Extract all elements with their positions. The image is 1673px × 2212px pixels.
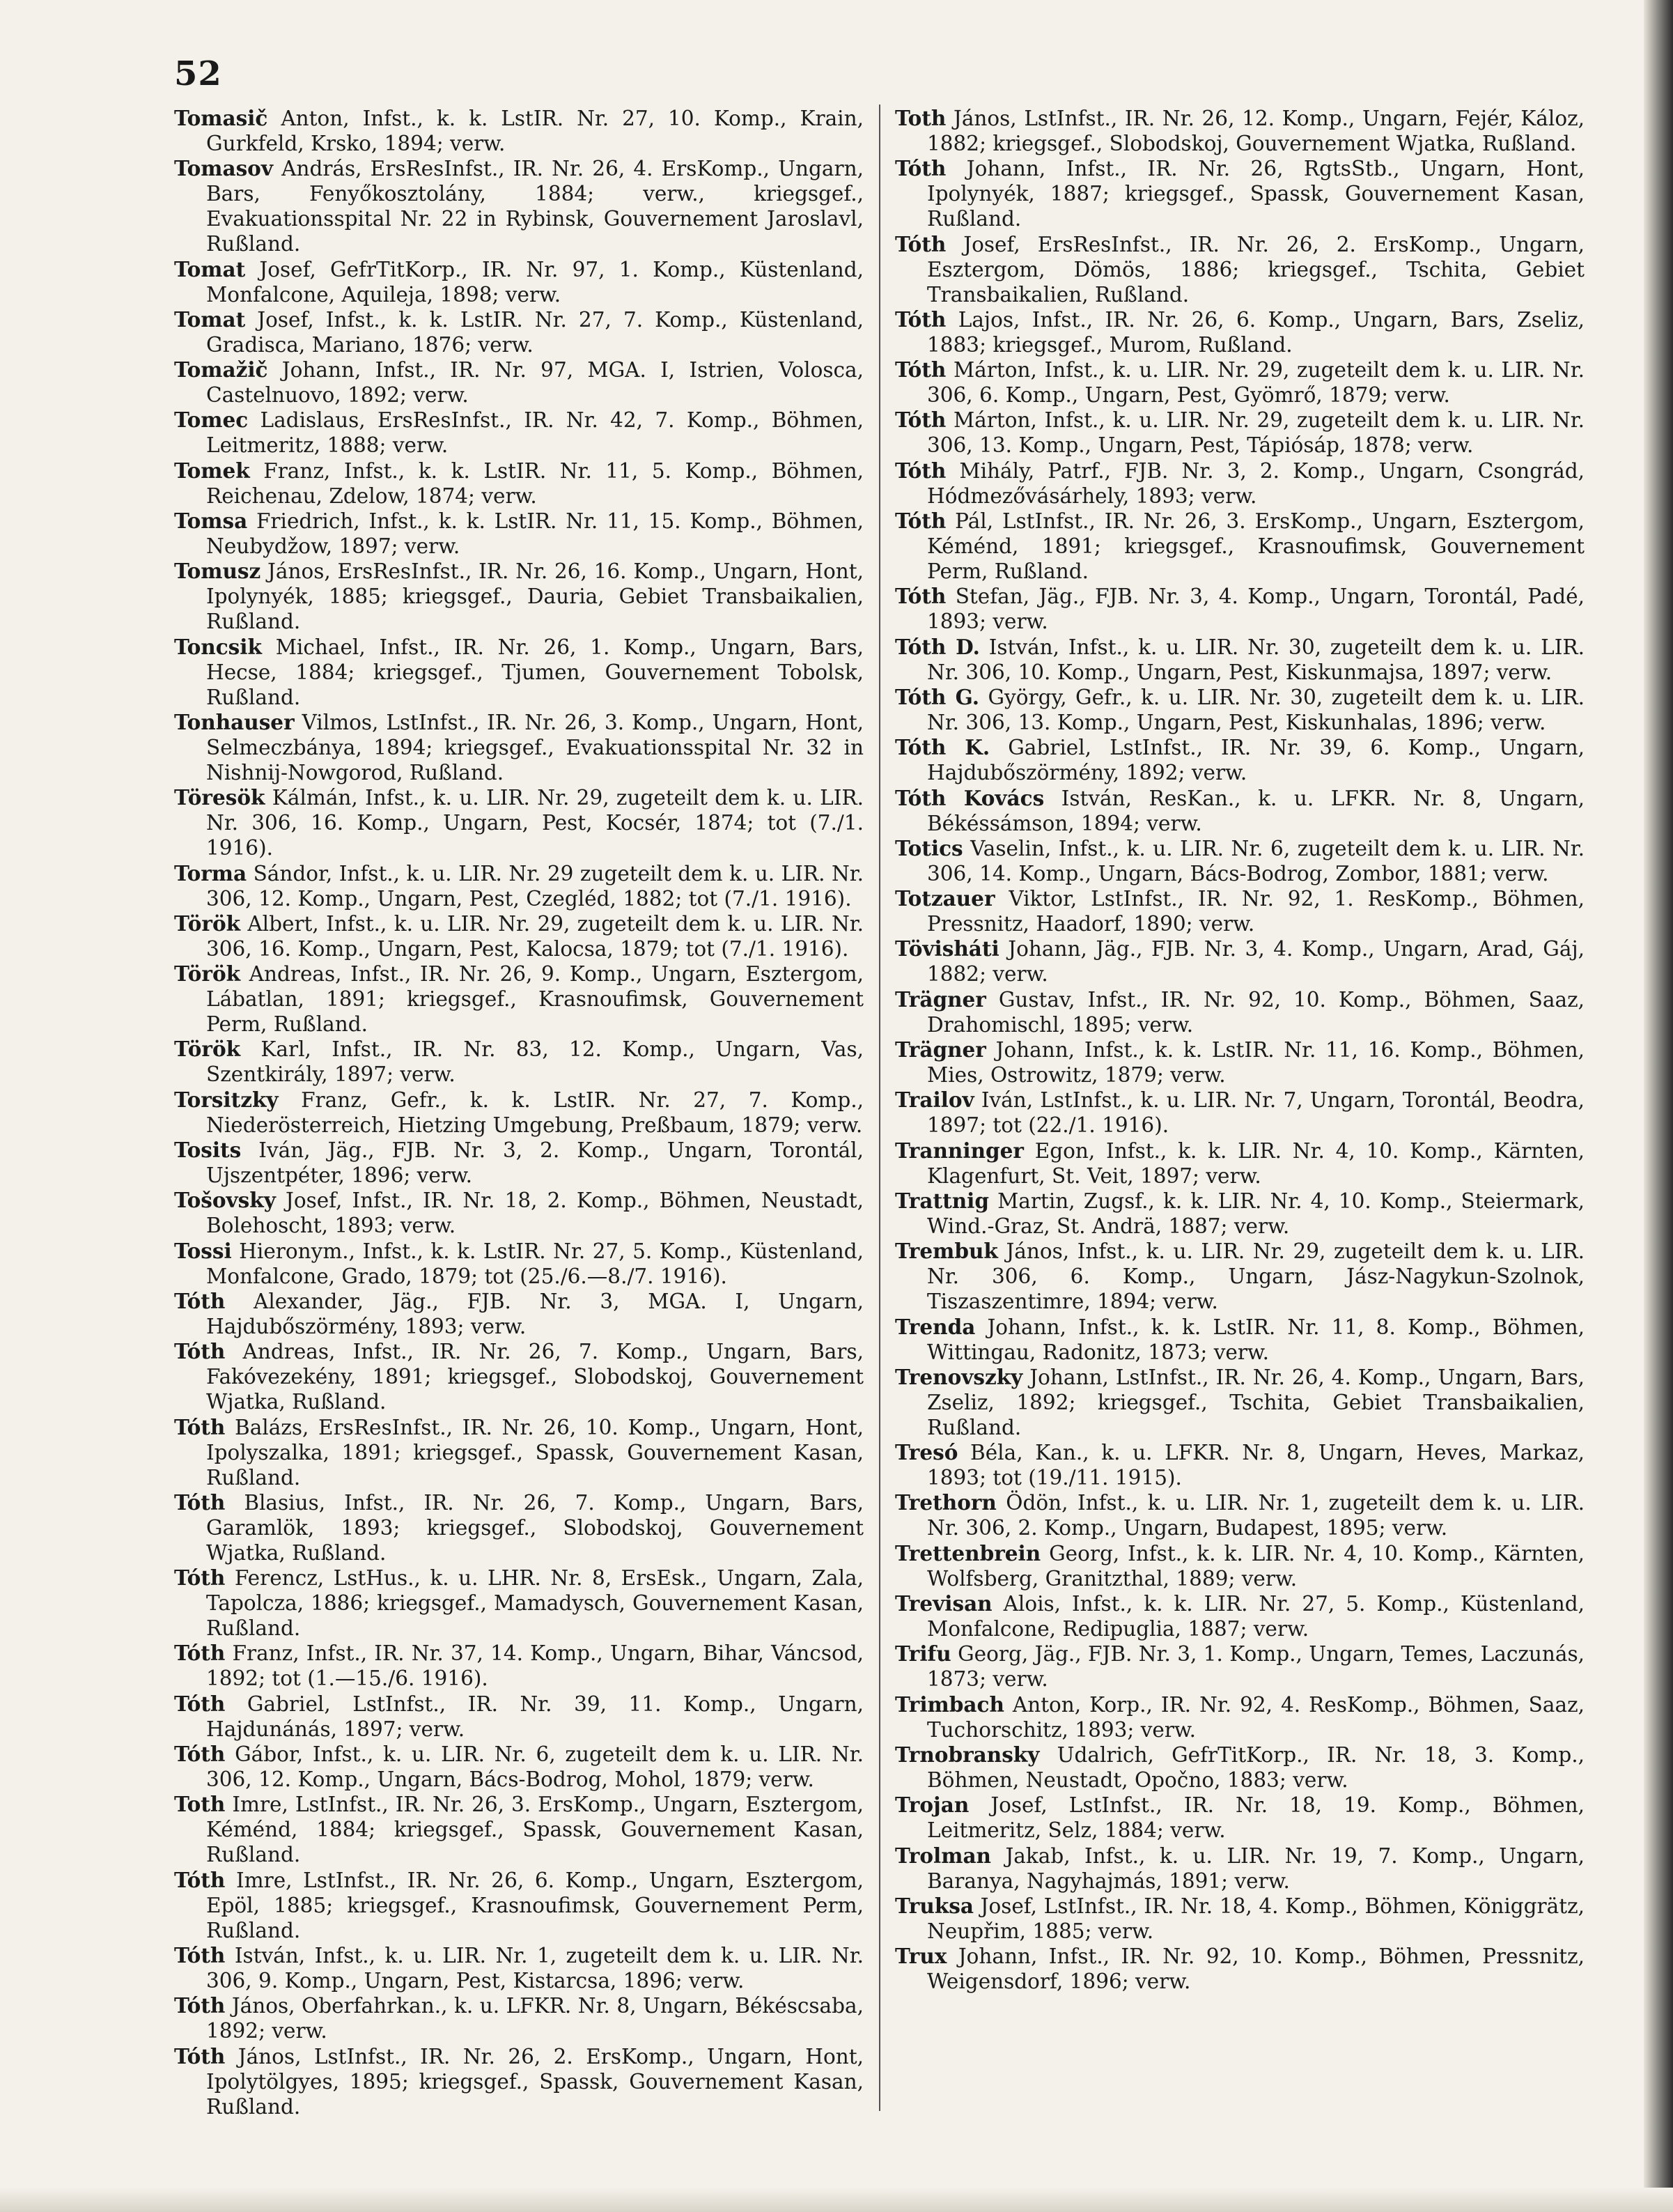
entry-surname: Tóth <box>174 1742 226 1767</box>
list-entry <box>174 1188 864 1238</box>
entry-surname: Trenda <box>895 1314 976 1339</box>
entry-details: Franz, Infst., k. k. LstIR. Nr. 11, 5. Komp., Böhmen, Reichenau, Zdelow, 1874; verw. <box>206 458 864 508</box>
list-entry <box>895 836 1585 886</box>
entry-surname: Tomasič <box>174 106 268 130</box>
entry-surname: Trevisan <box>895 1591 993 1616</box>
list-entry <box>895 1490 1585 1540</box>
entry-surname: Tóth <box>895 584 947 609</box>
entry-surname: Toncsik <box>174 634 262 659</box>
entry-surname: Tranninger <box>895 1138 1024 1163</box>
entry-details: János, Infst., k. u. LIR. Nr. 29, zugeteilt dem k. u. LIR. Nr. 306, 6. Komp., Ungarn, Jász-Nagykun-Szolnok, Tiszaszentimre, 1894; verw. <box>927 1239 1585 1314</box>
entry-details: Blasius, Infst., IR. Nr. 26, 7. Komp., Ungarn, Bars, Garamlök, 1893; kriegsgef., Slobodskoj, Gouvernement Wjatka, Rußland. <box>206 1490 864 1565</box>
list-entry <box>174 1692 864 1742</box>
entry-surname: Trägner <box>895 987 986 1012</box>
entry-surname: Trenovszky <box>895 1364 1023 1389</box>
list-entry <box>895 232 1585 307</box>
entry-surname: Tóth Kovács <box>895 785 1045 810</box>
entry-details: György, Gefr., k. u. LIR. Nr. 30, zugeteilt dem k. u. LIR. Nr. 306, 13. Komp., Ungarn, Pest, Kiskunhalas, 1896; verw. <box>927 685 1585 734</box>
list-entry <box>895 408 1585 458</box>
entry-surname: Tóth <box>174 1288 226 1313</box>
list-entry <box>174 458 864 509</box>
list-entry <box>895 1315 1585 1365</box>
list-entry <box>174 106 864 156</box>
entry-surname: Tossi <box>174 1238 232 1263</box>
list-entry <box>174 1565 864 1641</box>
entry-details: András, ErsResInfst., IR. Nr. 26, 4. ErsKomp., Ungarn, Bars, Fenyőkosztolány, 1884; verw., kriegsgef., Evakuationsspital Nr. 22 in Rybinsk, Gouvernement Jaroslavl, Rußland. <box>206 157 864 256</box>
entry-surname: Tóth <box>895 357 947 382</box>
entry-surname: Tomat <box>174 307 246 332</box>
entry-surname: Tóth D. <box>895 634 980 659</box>
entry-details: István, Infst., k. u. LIR. Nr. 1, zugeteilt dem k. u. LIR. Nr. 306, 9. Komp., Ungarn, Pest, Kistarcsa, 1896; verw. <box>206 1943 864 1993</box>
entry-surname: Tomusz <box>174 559 261 584</box>
list-entry <box>174 1641 864 1691</box>
list-entry <box>174 635 864 710</box>
list-entry <box>895 1894 1585 1944</box>
entry-details: Imre, LstInfst., IR. Nr. 26, 6. Komp., Ungarn, Esztergom, Epöl, 1885; kriegsgef., Krasnoufimsk, Gouvernement Perm, Rußland. <box>206 1868 864 1942</box>
list-entry <box>174 861 864 911</box>
column-divider <box>879 105 880 2111</box>
entry-surname: Tomsa <box>174 509 248 534</box>
list-entry <box>174 785 864 860</box>
entry-details: János, LstInfst., IR. Nr. 26, 2. ErsKomp., Ungarn, Hont, Ipolytölgyes, 1895; kriegsgef., Spassk, Gouvernement Kasan, Rußland. <box>206 2044 864 2119</box>
entry-details: Gustav, Infst., IR. Nr. 92, 10. Komp., Böhmen, Saaz, Drahomischl, 1895; verw. <box>927 987 1585 1037</box>
entry-details: János, LstInfst., IR. Nr. 26, 12. Komp., Ungarn, Fejér, Káloz, 1882; kriegsgef., Slobodskoj, Gouvernement Wjatka, Rußland. <box>927 107 1585 155</box>
list-entry <box>895 584 1585 634</box>
list-entry <box>895 1742 1585 1793</box>
entry-surname: Tóth <box>174 1691 226 1716</box>
list-entry <box>174 1289 864 1339</box>
entry-details: Mihály, Patrf., FJB. Nr. 3, 2. Komp., Ungarn, Csongrád, Hódmezővásárhely, 1893; verw. <box>927 458 1585 508</box>
list-entry <box>895 886 1585 936</box>
list-entry <box>895 1692 1585 1742</box>
list-entry <box>174 1792 864 1867</box>
entry-details: Franz, Infst., IR. Nr. 37, 14. Komp., Ungarn, Bihar, Váncsod, 1892; tot (1.—15./6. 1916). <box>206 1641 864 1691</box>
list-entry <box>895 106 1585 156</box>
entry-details: Karl, Infst., IR. Nr. 83, 12. Komp., Ungarn, Vas, Szentkirály, 1897; verw. <box>206 1037 864 1087</box>
list-entry <box>895 1138 1585 1189</box>
page-number: 52 <box>174 54 222 93</box>
entry-details: Anton, Infst., k. k. LstIR. Nr. 27, 10. Komp., Krain, Gurkfeld, Krsko, 1894; verw. <box>206 107 864 155</box>
entry-details: Josef, LstInfst., IR. Nr. 18, 19. Komp., Böhmen, Leitmeritz, Selz, 1884; verw. <box>927 1793 1585 1843</box>
entry-details: Udalrich, GefrTitKorp., IR. Nr. 18, 3. Komp., Böhmen, Neustadt, Opočno, 1883; verw. <box>927 1742 1585 1792</box>
entry-details: Josef, Infst., k. k. LstIR. Nr. 27, 7. Komp., Küstenland, Gradisca, Mariano, 1876; verw. <box>206 307 864 357</box>
entry-details: Márton, Infst., k. u. LIR. Nr. 29, zugeteilt dem k. u. LIR. Nr. 306, 6. Komp., Ungarn, Pest, Gyömrő, 1879; verw. <box>927 358 1585 408</box>
list-entry <box>895 357 1585 408</box>
entry-details: Andreas, Infst., IR. Nr. 26, 7. Komp., Ungarn, Bars, Fakóvezekény, 1891; kriegsgef., Slobodskoj, Gouvernement Wjatka, Rußland. <box>206 1340 864 1414</box>
list-entry <box>174 1868 864 1943</box>
entry-surname: Trojan <box>895 1793 970 1818</box>
list-entry <box>895 1843 1585 1894</box>
entry-details: Georg, Jäg., FJB. Nr. 3, 1. Komp., Ungarn, Temes, Laczunás, 1873; verw. <box>927 1642 1585 1692</box>
list-entry <box>895 1641 1585 1692</box>
list-entry <box>174 1742 864 1792</box>
entry-surname: Tóth <box>895 231 947 256</box>
entry-details: Kálmán, Infst., k. u. LIR. Nr. 29, zugeteilt dem k. u. LIR. Nr. 306, 16. Komp., Ungarn, Pest, Kocsér, 1874; tot (7./1. 1916). <box>206 786 864 860</box>
entry-details: János, Oberfahrkan., k. u. LFKR. Nr. 8, Ungarn, Békéscsaba, 1892; verw. <box>206 1994 864 2043</box>
entry-surname: Tomat <box>174 256 246 281</box>
list-entry <box>895 1591 1585 1641</box>
list-entry <box>174 1943 864 1993</box>
entry-surname: Tóth G. <box>895 684 980 709</box>
entry-details: Johann, Infst., k. k. LstIR. Nr. 11, 16. Komp., Böhmen, Mies, Ostrowitz, 1879; verw. <box>927 1038 1585 1088</box>
list-entry <box>174 1037 864 1087</box>
entry-surname: Torma <box>174 860 247 885</box>
entry-surname: Tóth <box>895 509 947 534</box>
entry-details: Pál, LstInfst., IR. Nr. 26, 3. ErsKomp., Ungarn, Esztergom, Kéménd, 1891; kriegsgef., Krasnoufimsk, Gouvernement Perm, Rußland. <box>927 509 1585 584</box>
entry-surname: Tomažič <box>174 357 268 382</box>
list-entry <box>895 1541 1585 1591</box>
page-edge-shadow <box>1644 0 1673 2212</box>
entry-surname: Tóth <box>895 156 947 181</box>
entry-surname: Trattnig <box>895 1188 989 1213</box>
page-bottom-shadow <box>0 2188 1673 2212</box>
entry-details: Hieronym., Infst., k. k. LstIR. Nr. 27, 5. Komp., Küstenland, Monfalcone, Grado, 1879; tot (25./6.—8./7. 1916). <box>206 1239 864 1288</box>
entry-surname: Török <box>174 1037 241 1062</box>
entry-details: Michael, Infst., IR. Nr. 26, 1. Komp., Ungarn, Bars, Hecse, 1884; kriegsgef., Tjumen, Gouvernement Tobolsk, Rußland. <box>206 635 864 709</box>
list-entry <box>174 1239 864 1289</box>
list-entry <box>174 1138 864 1188</box>
entry-details: Iván, LstInfst., k. u. LIR. Nr. 7, Ungarn, Torontál, Beodra, 1897; tot (22./1. 1916). <box>927 1088 1585 1138</box>
entry-details: Friedrich, Infst., k. k. LstIR. Nr. 11, 15. Komp., Böhmen, Neubydžow, 1897; verw. <box>206 509 864 559</box>
list-entry <box>895 458 1585 509</box>
entry-details: Georg, Infst., k. k. LIR. Nr. 4, 10. Komp., Kärnten, Wolfsberg, Granitzthal, 1889; verw. <box>927 1541 1585 1591</box>
entry-surname: Tošovsky <box>174 1188 276 1213</box>
entry-details: Imre, LstInfst., IR. Nr. 26, 3. ErsKomp., Ungarn, Esztergom, Kéménd, 1884; kriegsgef., Spassk, Gouvernement Kasan, Rußland. <box>206 1793 864 1867</box>
entry-surname: Tóth <box>174 1942 226 1967</box>
list-entry <box>895 735 1585 785</box>
entry-surname: Trifu <box>895 1641 951 1666</box>
entry-surname: Trettenbrein <box>895 1540 1041 1565</box>
entry-details: Vaselin, Infst., k. u. LIR. Nr. 6, zugeteilt dem k. u. LIR. Nr. 306, 14. Komp., Ungarn, Bács-Bodrog, Zombor, 1881; verw. <box>927 836 1585 885</box>
entry-details: Anton, Korp., IR. Nr. 92, 4. ResKomp., Böhmen, Saaz, Tuchorschitz, 1893; verw. <box>927 1692 1585 1742</box>
entry-surname: Toth <box>174 1792 226 1817</box>
list-entry <box>174 1490 864 1565</box>
list-entry <box>895 307 1585 357</box>
entry-surname: Tosits <box>174 1138 242 1163</box>
list-entry <box>895 635 1585 685</box>
list-entry <box>895 786 1585 836</box>
list-entry <box>174 509 864 559</box>
entry-surname: Tóth <box>895 408 947 433</box>
entry-surname: Tomek <box>174 458 250 483</box>
list-entry <box>174 307 864 357</box>
entry-surname: Tomasov <box>174 156 273 181</box>
list-entry <box>174 710 864 785</box>
entry-surname: Trethorn <box>895 1490 997 1515</box>
entry-surname: Tóth <box>174 1993 226 2018</box>
entry-details: Josef, LstInfst., IR. Nr. 18, 4. Komp., Böhmen, Königgrätz, Neupřim, 1885; verw. <box>927 1894 1585 1943</box>
entry-details: Gabriel, LstInfst., IR. Nr. 39, 11. Komp., Ungarn, Hajdunánás, 1897; verw. <box>206 1692 864 1741</box>
list-entry <box>174 2044 864 2119</box>
entry-surname: Török <box>174 911 241 936</box>
list-entry <box>895 685 1585 735</box>
left-column <box>174 106 864 2119</box>
list-entry <box>895 1440 1585 1490</box>
entry-surname: Totzauer <box>895 886 995 911</box>
right-column <box>895 106 1585 1994</box>
entry-details: Egon, Infst., k. k. LIR. Nr. 4, 10. Komp., Kärnten, Klagenfurt, St. Veit, 1897; verw. <box>927 1138 1585 1188</box>
entry-details: Ladislaus, ErsResInfst., IR. Nr. 42, 7. Komp., Böhmen, Leitmeritz, 1888; verw. <box>206 408 864 458</box>
entry-details: István, Infst., k. u. LIR. Nr. 30, zugeteilt dem k. u. LIR. Nr. 306, 10. Komp., Ungarn, Pest, Kiskunmajsa, 1897; verw. <box>927 635 1585 684</box>
entry-details: Márton, Infst., k. u. LIR. Nr. 29, zugeteilt dem k. u. LIR. Nr. 306, 13. Komp., Ungarn, Pest, Tápiósáp, 1878; verw. <box>927 408 1585 458</box>
entry-surname: Tóth <box>174 1867 226 1892</box>
list-entry <box>895 156 1585 231</box>
list-entry <box>895 936 1585 987</box>
entry-details: Johann, Infst., IR. Nr. 97, MGA. I, Istrien, Volosca, Castelnuovo, 1892; verw. <box>206 358 864 408</box>
entry-details: Iván, Jäg., FJB. Nr. 3, 2. Komp., Ungarn, Torontál, Ujszentpéter, 1896; verw. <box>206 1138 864 1188</box>
entry-details: Gabriel, LstInfst., IR. Nr. 39, 6. Komp., Ungarn, Hajdubőszörmény, 1892; verw. <box>927 736 1585 785</box>
list-entry <box>174 911 864 961</box>
entry-surname: Tonhauser <box>174 709 295 734</box>
entry-surname: Truksa <box>895 1893 974 1918</box>
entry-details: Franz, Gefr., k. k. LstIR. Nr. 27, 7. Komp., Niederösterreich, Hietzing Umgebung, Preßbaum, 1879; verw. <box>206 1088 864 1137</box>
entry-details: Gábor, Infst., k. u. LIR. Nr. 6, zugeteilt dem k. u. LIR. Nr. 306, 12. Komp., Ungarn, Bács-Bodrog, Mohol, 1879; verw. <box>206 1742 864 1792</box>
entry-surname: Toth <box>895 106 947 130</box>
list-entry <box>895 1365 1585 1440</box>
list-entry <box>895 1037 1585 1088</box>
entry-details: Johann, LstInfst., IR. Nr. 26, 4. Komp., Ungarn, Bars, Zseliz, 1892; kriegsgef., Tschita, Gebiet Transbaikalien, Rußland. <box>927 1365 1585 1439</box>
entry-details: Josef, GefrTitKorp., IR. Nr. 97, 1. Komp., Küstenland, Monfalcone, Aquileja, 1898; verw. <box>206 257 864 307</box>
entry-details: Martin, Zugsf., k. k. LIR. Nr. 4, 10. Komp., Steiermark, Wind.-Graz, St. Andrä, 1887; verw. <box>927 1189 1585 1238</box>
list-entry <box>174 156 864 256</box>
entry-surname: Tóth <box>174 1490 226 1515</box>
entry-details: Johann, Infst., k. k. LstIR. Nr. 11, 8. Komp., Böhmen, Wittingau, Radonitz, 1873; verw. <box>927 1315 1585 1364</box>
entry-details: Albert, Infst., k. u. LIR. Nr. 29, zugeteilt dem k. u. LIR. Nr. 306, 16. Komp., Ungarn, Pest, Kalocsa, 1879; tot (7./1. 1916). <box>206 911 864 961</box>
entry-details: Jakab, Infst., k. u. LIR. Nr. 19, 7. Komp., Ungarn, Baranya, Nagyhajmás, 1891; verw. <box>927 1843 1585 1893</box>
list-entry <box>895 1189 1585 1239</box>
list-entry <box>895 1793 1585 1843</box>
list-entry <box>174 1993 864 2043</box>
entry-surname: Török <box>174 961 241 987</box>
entry-surname: Tóth <box>174 1414 226 1439</box>
entry-details: Josef, Infst., IR. Nr. 18, 2. Komp., Böhmen, Neustadt, Bolehoscht, 1893; verw. <box>206 1189 864 1238</box>
entry-surname: Tóth <box>895 307 947 332</box>
entry-details: Johann, Infst., IR. Nr. 92, 10. Komp., Böhmen, Pressnitz, Weigensdorf, 1896; verw. <box>927 1944 1585 1994</box>
entry-details: Johann, Infst., IR. Nr. 26, RgtsStb., Ungarn, Hont, Ipolynyék, 1887; kriegsgef., Spassk, Gouvernement Kasan, Rußland. <box>927 157 1585 231</box>
entry-details: Vilmos, LstInfst., IR. Nr. 26, 3. Komp., Ungarn, Hont, Selmeczbánya, 1894; kriegsgef., Evakuationsspital Nr. 32 in Nishnij-Nowgorod, Rußland. <box>206 710 864 784</box>
list-entry <box>174 1415 864 1490</box>
entry-surname: Trux <box>895 1944 947 1969</box>
entry-details: Josef, ErsResInfst., IR. Nr. 26, 2. ErsKomp., Ungarn, Esztergom, Dömös, 1886; kriegsgef., Tschita, Gebiet Transbaikalien, Rußland. <box>927 232 1585 307</box>
list-entry <box>895 1088 1585 1138</box>
entry-details: Alois, Infst., k. k. LIR. Nr. 27, 5. Komp., Küstenland, Monfalcone, Redipuglia, 1887; verw. <box>927 1592 1585 1641</box>
list-entry <box>174 1088 864 1138</box>
list-entry <box>895 509 1585 584</box>
entry-details: István, ResKan., k. u. LFKR. Nr. 8, Ungarn, Békéssámson, 1894; verw. <box>927 786 1585 835</box>
list-entry <box>174 1339 864 1414</box>
entry-surname: Trägner <box>895 1037 986 1062</box>
entry-details: Lajos, Infst., IR. Nr. 26, 6. Komp., Ungarn, Bars, Zseliz, 1883; kriegsgef., Murom, Rußland. <box>927 307 1585 357</box>
entry-surname: Trembuk <box>895 1239 998 1264</box>
entry-details: János, ErsResInfst., IR. Nr. 26, 16. Komp., Ungarn, Hont, Ipolynyék, 1885; kriegsgef., Dauria, Gebiet Transbaikalien, Rußland. <box>206 559 864 634</box>
list-entry <box>174 257 864 307</box>
entry-surname: Tövisháti <box>895 936 999 961</box>
list-entry <box>895 987 1585 1037</box>
entry-details: Ödön, Infst., k. u. LIR. Nr. 1, zugeteilt dem k. u. LIR. Nr. 306, 2. Komp., Ungarn, Budapest, 1895; verw. <box>927 1491 1585 1540</box>
entry-surname: Trailov <box>895 1088 974 1113</box>
list-entry <box>895 1239 1585 1314</box>
entry-details: Ferencz, LstHus., k. u. LHR. Nr. 8, ErsEsk., Ungarn, Zala, Tapolcza, 1886; kriegsgef., Mamadysch, Gouvernement Kasan, Rußland. <box>206 1566 864 1641</box>
entry-surname: Töresök <box>174 785 265 810</box>
entry-surname: Trnobransky <box>895 1742 1040 1767</box>
entry-surname: Torsitzky <box>174 1087 279 1112</box>
entry-details: Balázs, ErsResInfst., IR. Nr. 26, 10. Komp., Ungarn, Hont, Ipolyszalka, 1891; kriegsgef., Spassk, Gouvernement Kasan, Rußland. <box>206 1415 864 1490</box>
entry-surname: Tóth <box>174 1339 226 1364</box>
entry-details: Béla, Kan., k. u. LFKR. Nr. 8, Ungarn, Heves, Markaz, 1893; tot (19./11. 1915). <box>927 1441 1585 1490</box>
entry-surname: Totics <box>895 835 963 860</box>
entry-details: Stefan, Jäg., FJB. Nr. 3, 4. Komp., Ungarn, Torontál, Padé, 1893; verw. <box>927 585 1585 634</box>
entry-surname: Tóth <box>174 1565 226 1591</box>
entry-details: Andreas, Infst., IR. Nr. 26, 9. Komp., Ungarn, Esztergom, Lábatlan, 1891; kriegsgef., Krasnoufimsk, Gouvernement Perm, Rußland. <box>206 962 864 1037</box>
entry-surname: Tóth <box>174 2043 226 2068</box>
list-entry <box>174 357 864 408</box>
entry-details: Viktor, LstInfst., IR. Nr. 92, 1. ResKomp., Böhmen, Pressnitz, Haadorf, 1890; verw. <box>927 887 1585 936</box>
entry-details: Sándor, Infst., k. u. LIR. Nr. 29 zugeteilt dem k. u. LIR. Nr. 306, 12. Komp., Ungarn, Pest, Czegléd, 1882; tot (7./1. 1916). <box>206 861 864 911</box>
entry-surname: Tomec <box>174 408 249 433</box>
list-entry <box>174 559 864 634</box>
entry-surname: Trolman <box>895 1843 992 1868</box>
list-entry <box>174 961 864 1037</box>
list-entry <box>174 408 864 458</box>
list-entry <box>895 1944 1585 1994</box>
entry-surname: Tóth <box>895 458 947 483</box>
entry-surname: Tóth <box>174 1641 226 1666</box>
entry-details: Alexander, Jäg., FJB. Nr. 3, MGA. I, Ungarn, Hajdubőszörmény, 1893; verw. <box>206 1289 864 1338</box>
entry-surname: Trimbach <box>895 1692 1004 1717</box>
entry-surname: Tóth K. <box>895 735 990 760</box>
entry-details: Johann, Jäg., FJB. Nr. 3, 4. Komp., Ungarn, Arad, Gáj, 1882; verw. <box>927 937 1585 987</box>
entry-surname: Tresó <box>895 1440 958 1465</box>
